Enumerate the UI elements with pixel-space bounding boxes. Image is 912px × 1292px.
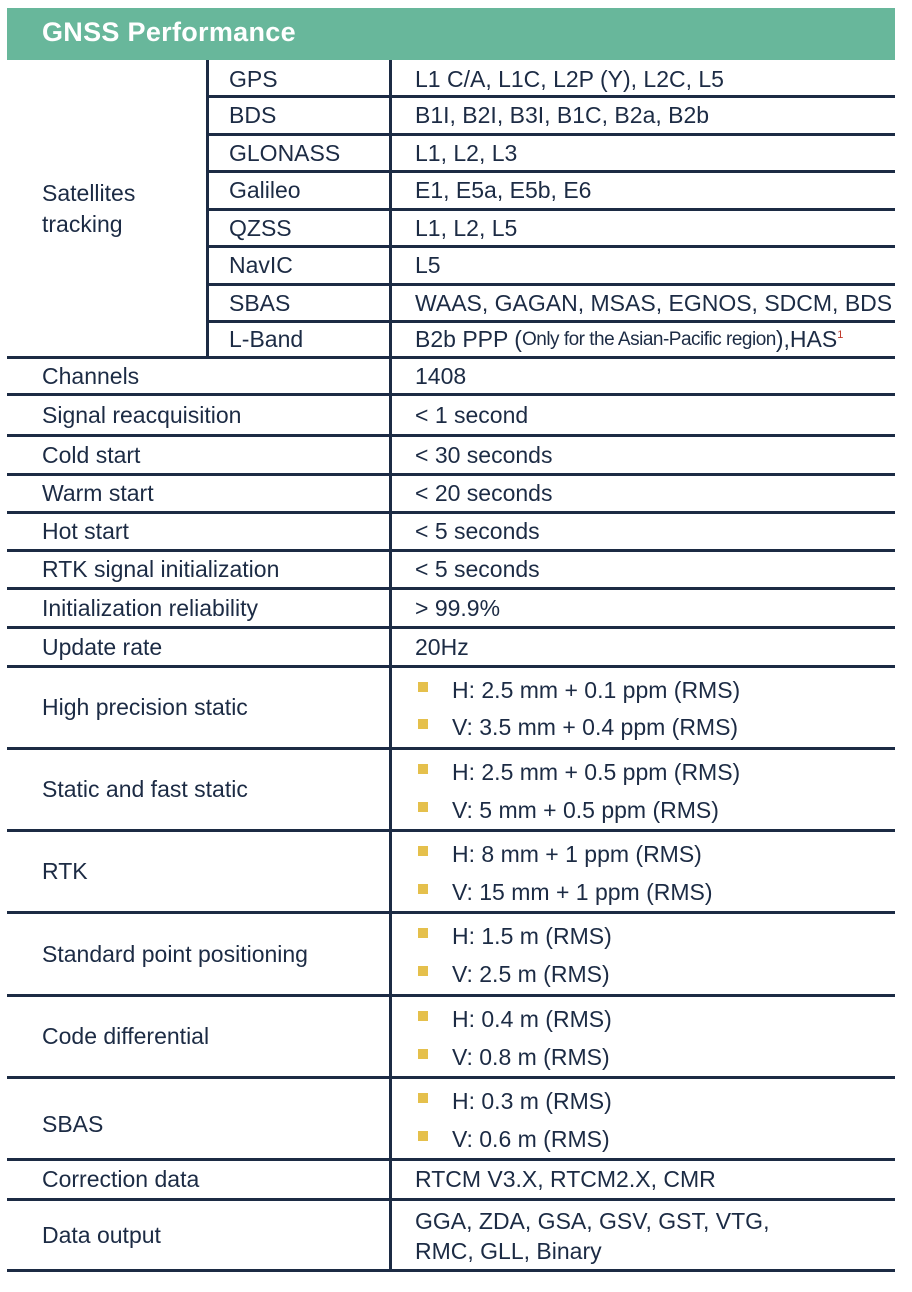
bullet-square-icon	[418, 1093, 428, 1103]
label-line: Satellites	[42, 180, 136, 206]
row-value: 20Hz	[415, 633, 469, 660]
bullet-square-icon	[418, 1011, 428, 1021]
row-value: < 5 seconds	[415, 518, 540, 544]
bullet-square-icon	[418, 884, 428, 894]
row-value: 1408	[415, 362, 467, 389]
section-header	[7, 8, 895, 60]
accuracy-h: H: 2.5 mm + 0.5 ppm (RMS)	[452, 758, 741, 785]
accuracy-h: H: 0.4 m (RMS)	[452, 1005, 612, 1032]
row-label: Update rate	[42, 633, 163, 660]
footnote-marker: 1	[837, 329, 844, 341]
bullet-vertical	[418, 1121, 610, 1157]
accuracy-v: V: 15 mm + 1 ppm (RMS)	[452, 878, 713, 905]
bullet-square-icon	[418, 802, 428, 812]
bullet-square-icon	[418, 928, 428, 938]
system-name: Galileo	[229, 177, 301, 203]
row-label: Signal reacquisition	[42, 401, 242, 428]
row-label: Code differential	[42, 1023, 210, 1049]
bullet-vertical	[418, 1039, 610, 1075]
accuracy-h: H: 1.5 m (RMS)	[452, 922, 612, 949]
bullet-horizontal	[418, 1001, 612, 1037]
bullet-vertical	[418, 792, 719, 828]
row-divider	[7, 829, 895, 832]
row-value: < 30 seconds	[415, 441, 553, 468]
bullet-square-icon	[418, 682, 428, 692]
system-name: NavIC	[229, 252, 293, 278]
satellites-tracking-label	[42, 178, 135, 240]
signals-suffix: ),HAS	[775, 326, 838, 352]
row-label: Hot start	[42, 518, 129, 544]
accuracy-v: V: 0.6 m (RMS)	[452, 1125, 610, 1152]
row-label: RTK	[42, 858, 88, 884]
row-label: Warm start	[42, 480, 154, 506]
row-divider	[206, 245, 895, 248]
section-title: GNSS Performance	[42, 17, 296, 47]
row-label: Data output	[42, 1221, 161, 1248]
bullet-horizontal	[418, 918, 612, 954]
bullet-square-icon	[418, 846, 428, 856]
accuracy-v: V: 5 mm + 0.5 ppm (RMS)	[452, 796, 719, 823]
bullet-square-icon	[418, 719, 428, 729]
bullet-horizontal	[418, 672, 740, 708]
row-label: Correction data	[42, 1166, 200, 1192]
system-signals: E1, E5a, E5b, E6	[415, 177, 592, 203]
row-label: Cold start	[42, 441, 141, 468]
row-label: SBAS	[42, 1110, 104, 1137]
accuracy-h: H: 8 mm + 1 ppm (RMS)	[452, 840, 702, 867]
signals-note: Only for the Asian-Pacific region	[521, 329, 776, 350]
signals-prefix: B2b PPP (	[415, 326, 522, 352]
accuracy-v: V: 0.8 m (RMS)	[452, 1043, 610, 1070]
row-value: < 20 seconds	[415, 480, 553, 506]
system-name: QZSS	[229, 214, 292, 241]
bullet-vertical	[418, 709, 738, 745]
bullet-square-icon	[418, 1131, 428, 1141]
system-name: GLONASS	[229, 139, 341, 166]
row-value: < 5 seconds	[415, 556, 540, 582]
accuracy-h: H: 0.3 m (RMS)	[452, 1087, 612, 1114]
row-value: RTCM V3.X, RTCM2.X, CMR	[415, 1166, 716, 1192]
system-name: SBAS	[229, 289, 291, 316]
row-value-line1: GGA, ZDA, GSA, GSV, GST, VTG,	[415, 1207, 770, 1234]
row-label: High precision static	[42, 694, 248, 720]
accuracy-h: H: 2.5 mm + 0.1 ppm (RMS)	[452, 676, 741, 703]
system-signals: L1 C/A, L1C, L2P (Y), L2C, L5	[415, 65, 724, 92]
row-divider	[7, 1269, 895, 1272]
row-divider	[7, 1076, 895, 1079]
bullet-square-icon	[418, 1049, 428, 1059]
bullet-vertical	[418, 874, 713, 910]
row-label: Static and fast static	[42, 776, 248, 802]
system-signals: L1, L2, L5	[415, 214, 518, 241]
system-name: GPS	[229, 65, 278, 92]
system-name: L-Band	[229, 326, 304, 352]
row-label: Standard point positioning	[42, 940, 308, 967]
system-name: BDS	[229, 102, 277, 128]
system-signals: B1I, B2I, B3I, B1C, B2a, B2b	[415, 102, 710, 128]
row-label: Channels	[42, 362, 140, 389]
row-value: > 99.9%	[415, 594, 501, 621]
accuracy-v: V: 3.5 mm + 0.4 ppm (RMS)	[452, 713, 739, 740]
row-value-line2: RMC, GLL, Binary	[415, 1237, 602, 1264]
bullet-horizontal	[418, 754, 740, 790]
bullet-horizontal	[418, 1083, 612, 1119]
system-signals: L5	[415, 252, 441, 278]
accuracy-v: V: 2.5 m (RMS)	[452, 960, 610, 987]
bullet-square-icon	[418, 966, 428, 976]
row-value: < 1 second	[415, 401, 529, 428]
bullet-vertical	[418, 956, 610, 992]
row-label: Initialization reliability	[42, 594, 259, 621]
system-signals: WAAS, GAGAN, MSAS, EGNOS, SDCM, BDS	[415, 289, 893, 316]
bullet-square-icon	[418, 764, 428, 774]
bullet-horizontal	[418, 836, 702, 872]
label-line: tracking	[42, 211, 123, 237]
row-divider	[206, 208, 895, 211]
system-signals	[415, 323, 843, 356]
row-label: RTK signal initialization	[42, 556, 280, 582]
system-signals: L1, L2, L3	[415, 139, 518, 166]
